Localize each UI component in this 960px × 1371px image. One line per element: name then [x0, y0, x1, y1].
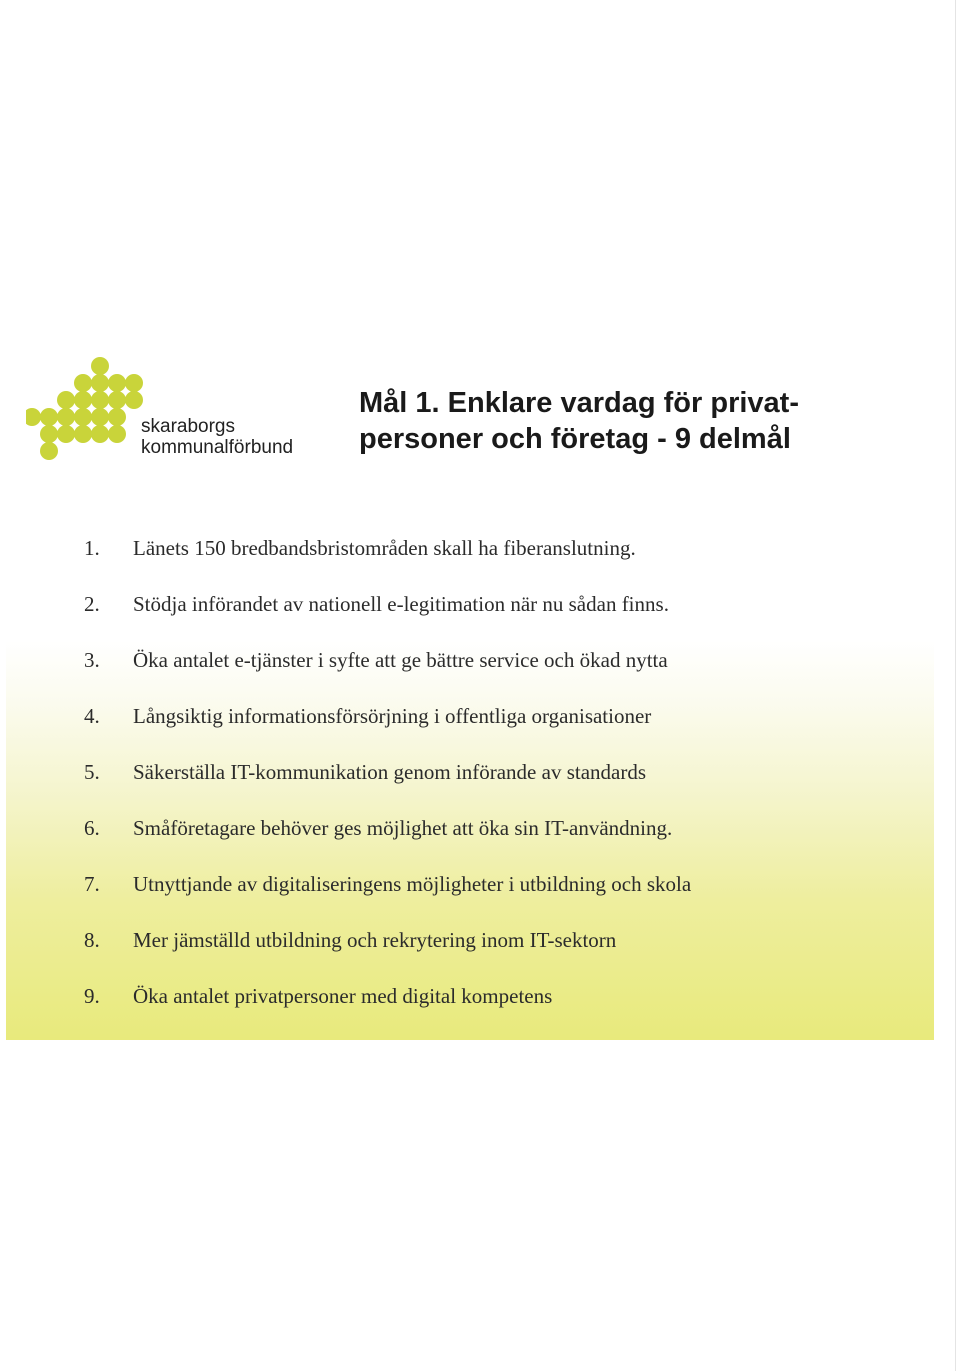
logo-text [141, 416, 293, 458]
list-item [84, 800, 691, 856]
list-item [84, 912, 691, 968]
logo-line-1: skaraborgs [141, 416, 235, 437]
list-item [84, 632, 691, 688]
goal-number: 4. [84, 703, 100, 728]
goal-number: 8. [84, 927, 100, 952]
goal-text: Öka antalet e-tjänster i syfte att ge bättre service och ökad nytta [133, 647, 668, 672]
logo [26, 356, 346, 471]
goal-text: Utnyttjande av digitaliseringens möjligheter i utbildning och skola [133, 871, 692, 896]
goal-number: 9. [84, 983, 100, 1008]
goal-text: Långsiktig informationsförsörjning i offentliga organisationer [133, 703, 652, 728]
goal-number: 7. [84, 871, 100, 896]
goal-text: Säkerställa IT-kommunikation genom införande av standards [133, 759, 647, 784]
slide [6, 340, 934, 1040]
goal-text: Stödja införandet av nationell e-legitimation när nu sådan finns. [133, 591, 669, 616]
page-title [359, 385, 919, 457]
list-item [84, 576, 691, 632]
goal-number: 1. [84, 535, 100, 560]
list-item [84, 968, 691, 1024]
title-line-1: Mål 1. Enklare vardag för privat- [359, 387, 799, 419]
goal-text: Öka antalet privatpersoner med digital kompetens [133, 983, 553, 1008]
list-item [84, 520, 691, 576]
title-line-2: personer och företag - 9 delmål [359, 423, 791, 455]
list-item [84, 688, 691, 744]
page-edge [955, 0, 956, 1371]
goal-text: Småföretagare behöver ges möjlighet att öka sin IT-användning. [133, 815, 673, 840]
goal-number: 2. [84, 591, 100, 616]
goal-text: Länets 150 bredbandsbristområden skall ha fiberanslutning. [133, 535, 636, 560]
list-item [84, 744, 691, 800]
goal-number: 6. [84, 815, 100, 840]
goal-list [84, 520, 691, 1024]
logo-line-2: kommunalförbund [141, 437, 294, 458]
goal-number: 3. [84, 647, 100, 672]
list-item [84, 856, 691, 912]
goal-number: 5. [84, 759, 100, 784]
goal-text: Mer jämställd utbildning och rekrytering inom IT-sektorn [133, 927, 617, 952]
